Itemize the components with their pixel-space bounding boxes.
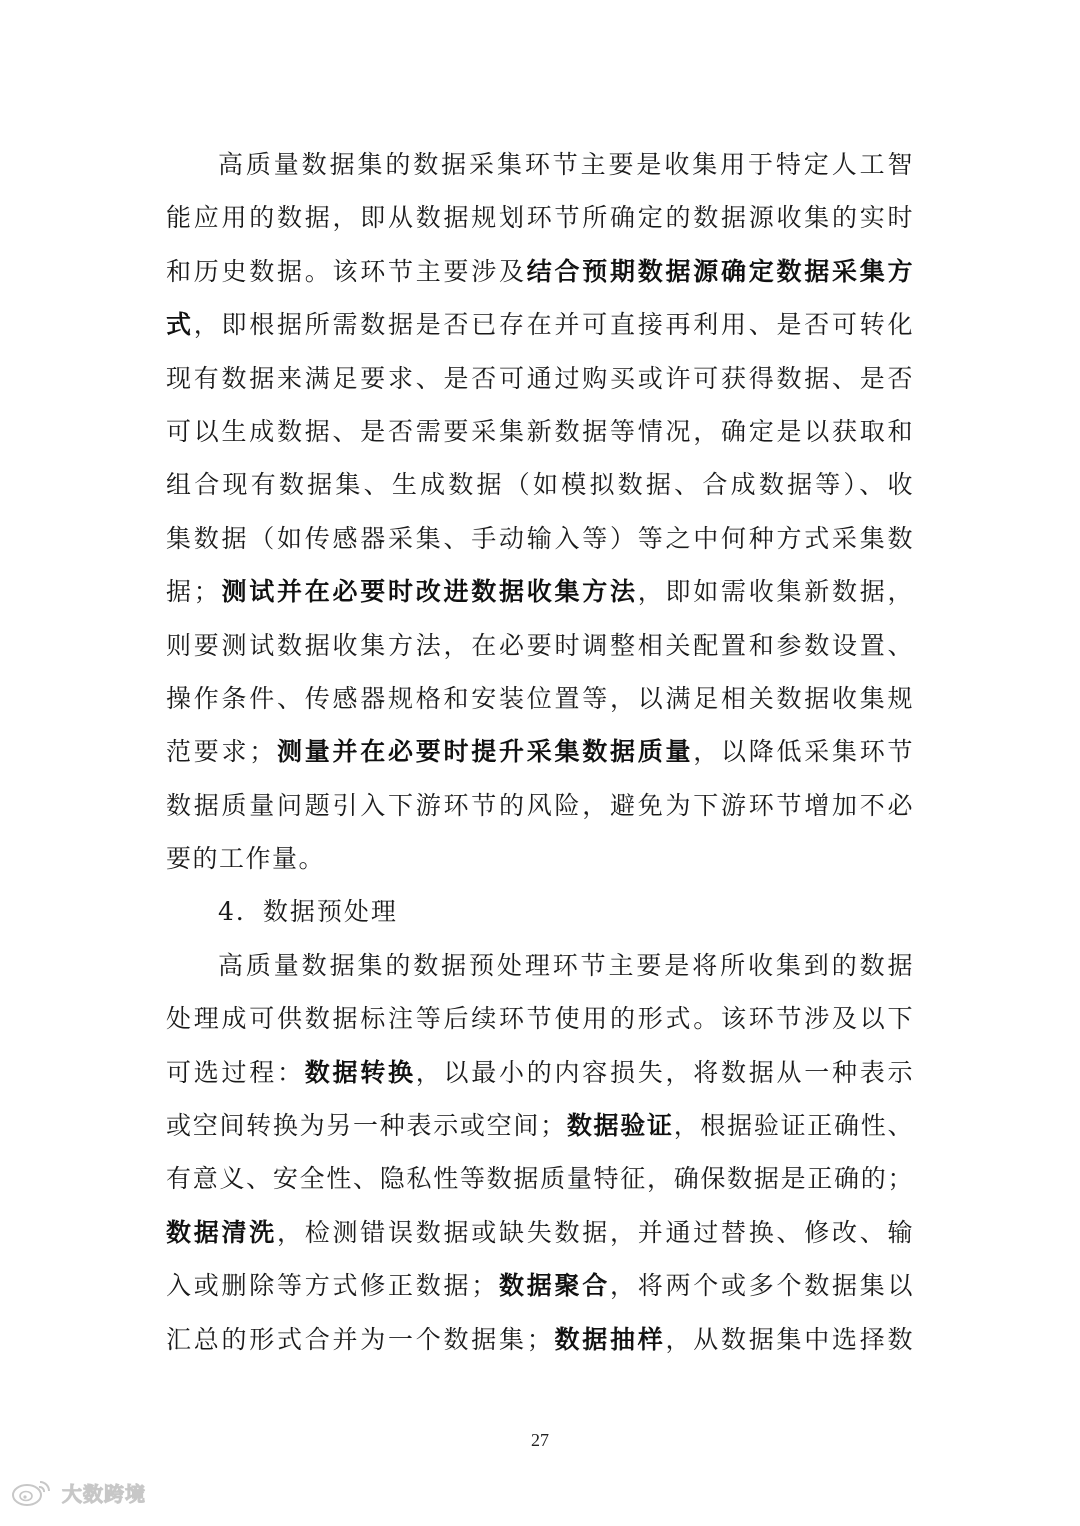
- paragraph-data-preprocessing: [166, 939, 914, 1366]
- text-line: 高质量数据集的数据采集环节主要是收集用于特定人工智: [218, 150, 914, 179]
- weibo-logo-icon: [10, 1476, 54, 1508]
- text-line: 据；测试并在必要时改进数据收集方法，即如需收集新数据，: [166, 577, 914, 607]
- bold-phrase: 测试并在必要时改进数据收集方法: [220, 577, 638, 607]
- text-line: 或空间转换为另一种表示或空间；数据验证，根据验证正确性、: [166, 1111, 914, 1141]
- text-line: 数据质量问题引入下游环节的风险，避免为下游环节增加不必: [166, 790, 914, 820]
- text-line: 式，即根据所需数据是否已存在并可直接再利用、是否可转化: [166, 310, 914, 340]
- bold-phrase: 式: [166, 310, 194, 340]
- text-line: 可以生成数据、是否需要采集新数据等情况，确定是以获取和: [166, 416, 914, 446]
- section-heading: 4．数据预处理: [218, 897, 398, 927]
- watermark: [10, 1474, 146, 1510]
- bold-phrase: 数据验证: [566, 1111, 674, 1141]
- bold-phrase: 数据抽样: [553, 1324, 666, 1354]
- bold-phrase: 数据聚合: [497, 1271, 610, 1301]
- page-number: 27: [531, 1430, 549, 1450]
- text-line: 高质量数据集的数据预处理环节主要是将所收集到的数据: [218, 950, 914, 980]
- text-line: 要的工作量。: [166, 844, 326, 874]
- text-line: 范要求；测量并在必要时提升采集数据质量，以降低采集环节: [166, 737, 914, 767]
- bold-phrase: 数据清洗: [166, 1217, 277, 1247]
- text-line: 处理成可供数据标注等后续环节使用的形式。该环节涉及以下: [166, 1004, 914, 1034]
- text-line: 集数据（如传感器采集、手动输入等）等之中何种方式采集数: [166, 523, 914, 553]
- text-line: 汇总的形式合并为一个数据集；数据抽样，从数据集中选择数: [166, 1324, 914, 1354]
- text-line: 可选过程：数据转换，以最小的内容损失，将数据从一种表示: [166, 1057, 914, 1087]
- bold-phrase: 数据转换: [304, 1057, 416, 1087]
- watermark-text: 大数跨境: [62, 1481, 146, 1506]
- text-line: 则要测试数据收集方法，在必要时调整相关配置和参数设置、: [166, 630, 914, 660]
- bold-phrase: 测量并在必要时提升采集数据质量: [275, 737, 694, 767]
- text-line: 组合现有数据集、生成数据（如模拟数据、合成数据等）、收: [166, 470, 914, 500]
- text-line: 能应用的数据，即从数据规划环节所确定的数据源收集的实时: [166, 203, 914, 233]
- text-line: 有意义、安全性、隐私性等数据质量特征，确保数据是正确的；: [166, 1164, 914, 1194]
- text-line: 入或删除等方式修正数据；数据聚合，将两个或多个数据集以: [166, 1271, 914, 1301]
- text-line: 和历史数据。该环节主要涉及结合预期数据源确定数据采集方: [166, 256, 914, 286]
- text-line: 数据清洗，检测错误数据或缺失数据，并通过替换、修改、输: [166, 1217, 914, 1247]
- paragraph-data-collection: [166, 138, 914, 885]
- bold-phrase: 结合预期数据源确定数据采集方: [526, 256, 914, 286]
- text-line: 操作条件、传感器规格和安装位置等，以满足相关数据收集规: [166, 683, 914, 713]
- document-body: [166, 138, 914, 1366]
- text-line: 现有数据来满足要求、是否可通过购买或许可获得数据、是否: [166, 363, 914, 393]
